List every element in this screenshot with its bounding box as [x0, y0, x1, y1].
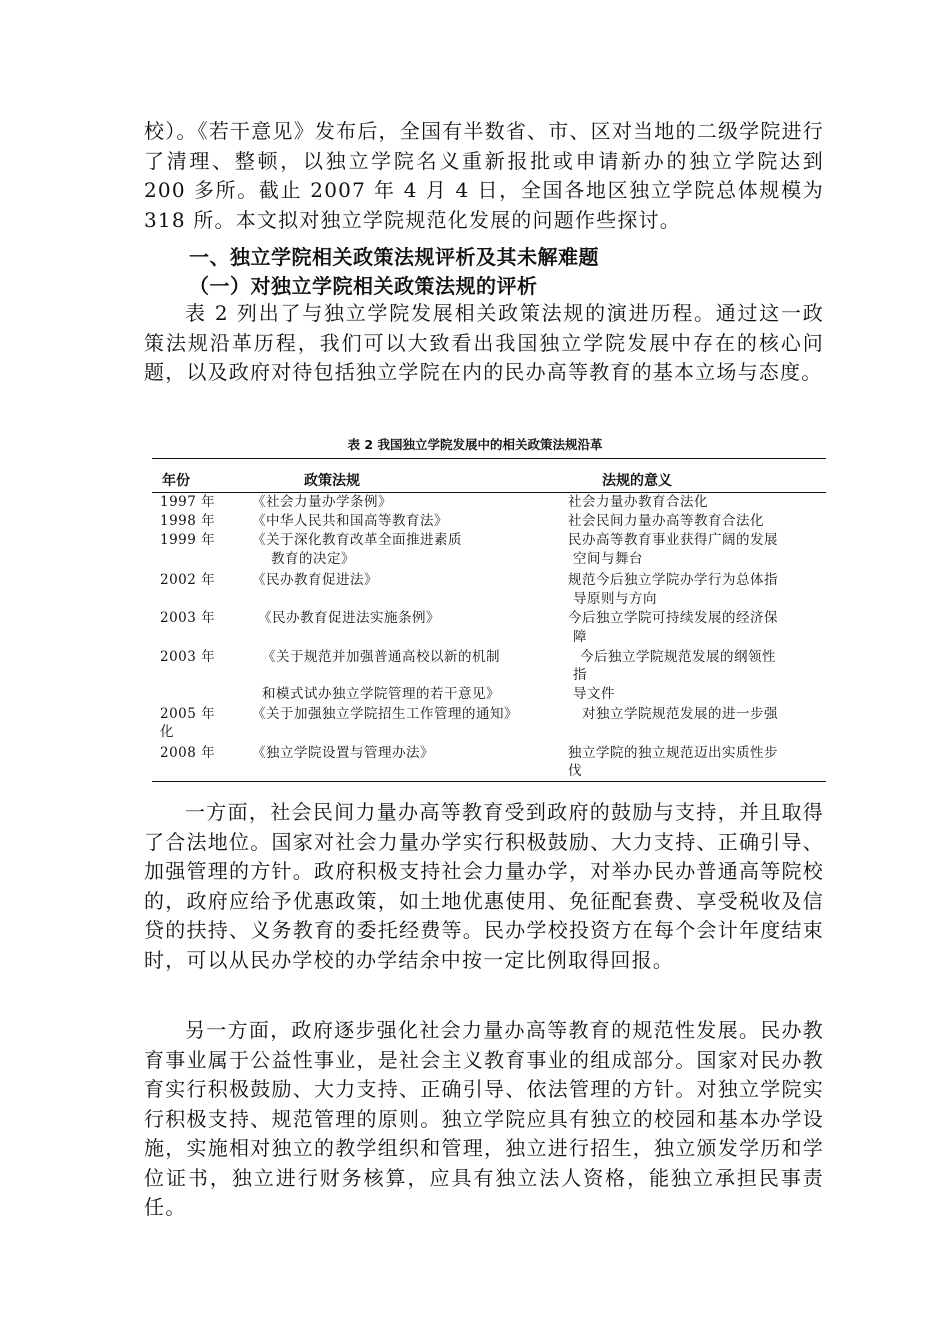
table-header-rule [152, 492, 826, 493]
table-caption: 表 2 我国独立学院发展中的相关政策法规沿革 [347, 437, 603, 452]
table-cell-meaning-cont: 伐 [568, 763, 582, 779]
table-cell-meaning: 对独立学院规范发展的进一步强 [582, 706, 778, 722]
table-cell-year: 2002 年 [160, 572, 216, 588]
table-cell-year: 2003 年 [160, 610, 216, 626]
table-cell-meaning: 规范今后独立学院办学行为总体指 [568, 572, 778, 588]
table-cell-policy: 《独立学院设置与管理办法》 [252, 745, 434, 761]
paragraph-one: 一方面，社会民间力量办高等教育受到政府的鼓励与支持，并且取得了合法地位。国家对社会力量办学实行积极鼓励、大力支持、正确引导、加强管理的方针。政府积极支持社会力量办学，对举办民办普通高等院校的，政府应给予优惠政策，如土地优惠使用、免征配套费、享受税收及信贷的扶持、义务教育的委托经费等。民办学校投资方在每个会计年度结束时，可以从民办学校的办学结余中按一定比例取得回报。 [144, 800, 824, 972]
table-cell-policy: 《社会力量办学条例》 [252, 494, 392, 510]
table-cell-policy: 《关于规范并加强普通高校以新的机制 [262, 649, 500, 665]
table-cell-year: 2008 年 [160, 745, 216, 761]
table-cell-meaning: 独立学院的独立规范迈出实质性步 [568, 745, 778, 761]
table-top-rule [152, 458, 826, 459]
table-cell-policy: 《民办教育促进法》 [252, 572, 378, 588]
table-cell-year: 1999 年 [160, 532, 216, 548]
table-cell-year-cont: 化 [160, 724, 174, 740]
table-cell-year: 1998 年 [160, 513, 216, 529]
table-cell-meaning-cont: 导原则与方向 [573, 591, 657, 607]
header-meaning: 法规的意义 [602, 473, 672, 489]
table-cell-meaning-cont: 指 [573, 667, 587, 683]
table-cell-policy: 《关于深化教育改革全面推进素质 [252, 532, 462, 548]
table-cell-meaning-cont: 空间与舞台 [573, 551, 643, 567]
table-cell-policy: 《中华人民共和国高等教育法》 [252, 513, 448, 529]
section-heading: 一、独立学院相关政策法规评析及其未解难题 [189, 245, 599, 269]
table-cell-meaning: 社会民间力量办高等教育合法化 [568, 513, 764, 529]
table-cell-meaning-cont: 导文件 [573, 686, 615, 702]
table-cell-meaning: 今后独立学院规范发展的纲领性 [580, 649, 776, 665]
table-cell-policy: 《民办教育促进法实施条例》 [258, 610, 440, 626]
table-cell-meaning-cont: 障 [573, 629, 587, 645]
table-cell-meaning: 民办高等教育事业获得广阔的发展 [568, 532, 778, 548]
intro-paragraph: 校）。《若干意见》发布后，全国有半数省、市、区对当地的二级学院进行了清理、整顿，以独立学院名义重新报批或申请新办的独立学院达到 200 多所。截止 2007 年 4 月 4 日，全国各地区独立学院总体规模为 318 所。本文拟对独立学院规范化发展的问题作些探讨。 [144, 119, 824, 232]
table-cell-policy-cont: 和模式试办独立学院管理的若干意见》 [262, 686, 500, 702]
header-year: 年份 [162, 473, 190, 489]
table-cell-year: 1997 年 [160, 494, 216, 510]
table-intro-paragraph: 表 2 列出了与独立学院发展相关政策法规的演进历程。通过这一政策法规沿革历程，我们可以大致看出我国独立学院发展中存在的核心问题，以及政府对待包括独立学院在内的民办高等教育的基本立场与态度。 [144, 301, 824, 384]
table-cell-meaning: 社会力量办教育合法化 [568, 494, 708, 510]
table-cell-policy-cont: 教育的决定》 [271, 551, 355, 567]
table-cell-year: 2005 年 [160, 706, 216, 722]
subsection-heading: （一）对独立学院相关政策法规的评析 [189, 274, 538, 298]
paragraph-two: 另一方面，政府逐步强化社会力量办高等教育的规范性发展。民办教育事业属于公益性事业，是社会主义教育事业的组成部分。国家对民办教育实行积极鼓励、大力支持、正确引导、依法管理的方针。对独立学院实行积极支持、规范管理的原则。独立学院应具有独立的校园和基本办学设施，实施相对独立的教学组织和管理，独立进行招生，独立颁发学历和学位证书，独立进行财务核算，应具有独立法人资格，能独立承担民事责任。 [144, 1018, 824, 1219]
table-cell-policy: 《关于加强独立学院招生工作管理的通知》 [252, 706, 518, 722]
table-bottom-rule [152, 781, 826, 782]
table-cell-meaning: 今后独立学院可持续发展的经济保 [568, 610, 778, 626]
header-policy: 政策法规 [304, 473, 360, 489]
table-cell-year: 2003 年 [160, 649, 216, 665]
